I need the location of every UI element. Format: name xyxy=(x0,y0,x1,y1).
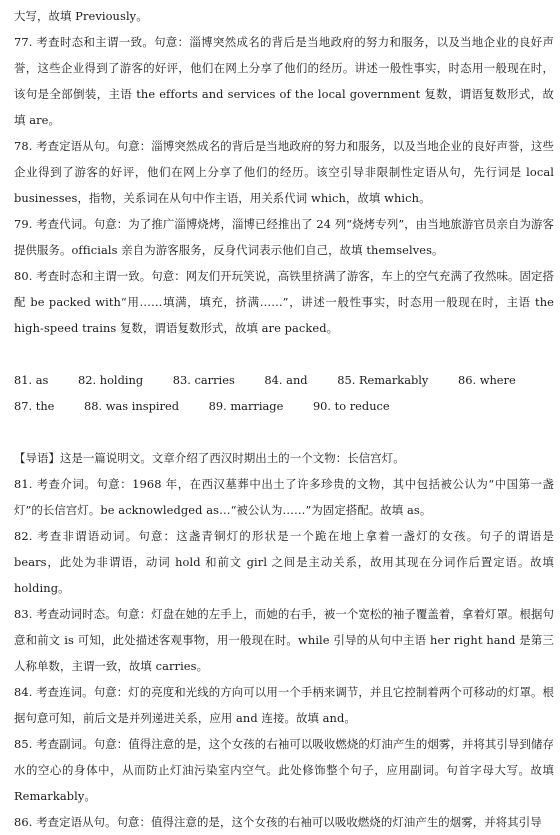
answer-89: 89. marriage xyxy=(208,399,284,413)
spacer xyxy=(14,341,554,367)
answer-90: 90. to reduce xyxy=(312,399,390,413)
explanation-84: 84. 考查连词。句意：灯的亮度和光线的方向可以用一个手柄来调节，并且它控制着两个可移动的灯罩。根据句意可知，前后文是并列递进关系，应用 and 连接。故填 and。 xyxy=(14,685,554,725)
explanation-81: 81. 考查介词。句意：1968 年，在西汉墓葬中出土了许多珍贵的文物，其中包括被公认为“中国第一盏灯”的长信宫灯。be acknowledged as…“被公认为……”为固定搭配。故填 as。 xyxy=(14,477,554,517)
answer-85: 85. Remarkably xyxy=(337,373,429,387)
answer-84: 84. and xyxy=(264,373,308,387)
explanation-78: 78. 考查定语从句。句意：淄博突然成名的背后是当地政府的努力和服务，以及当地企业的良好声誉，这些企业得到了游客的好评，他们在网上分享了他们的经历。该空引导非限制性定语从句，先行词是 local businesses，指物，关系词在从句中作主语，用关系代词 which，故填 which。 xyxy=(14,139,554,205)
explanation-85: 85. 考查副词。句意：值得注意的是，这个女孩的右袖可以吸收燃烧的灯油产生的烟雾，并将其引导到储存水的空心的身体中，从而防止灯油污染室内空气。此处修饰整个句子，应用副词。句首字母大写。故填 Remarkably。 xyxy=(14,737,554,803)
answer-82: 82. holding xyxy=(78,373,144,387)
explanation-79: 79. 考查代词。句意：为了推广淄博烧烤，淄博已经推出了 24 列“烧烤专列”，由当地旅游官员亲自为游客提供服务。officials 亲自为游客服务，反身代词表示他们自己，故填 themselves。 xyxy=(14,217,554,257)
answer-83: 83. carries xyxy=(172,373,235,387)
explanation-83: 83. 考查动词时态。句意：灯盘在她的左手上，而她的右手，被一个宽松的袖子覆盖着，拿着灯罩。根据句意和前文 is 可知，此处描述客观事物，用一般现在时。while 引导的从句中主语 her right hand 是第三人称单数，主谓一致，故填 carries。 xyxy=(14,607,554,673)
explanation-77: 77. 考查时态和主谓一致。句意：淄博突然成名的背后是当地政府的努力和服务，以及当地企业的良好声誉，这些企业得到了游客的好评，他们在网上分享了他们的经历。讲述一般性事实，时态用一般现在时，该句是全部倒装，主语 the efforts and services of the local government 复数，谓语复数形式，故填 are。 xyxy=(14,35,554,127)
answer-86: 86. where xyxy=(457,373,516,387)
answer-87: 87. the xyxy=(14,399,55,413)
explanation-80: 80. 考查时态和主谓一致。句意：网友们开玩笑说，高铁里挤满了游客，车上的空气充满了孜然味。固定搭配 be packed with“用……填满，填充，挤满……”，讲述一般性事实，时态用一般现在时，主语 the high-speed trains 复数，谓语复数形式，故填 are packed。 xyxy=(14,269,554,335)
explanation-82: 82. 考查非谓语动词。句意：这盏青铜灯的形状是一个跪在地上拿着一盏灯的女孩。句子的谓语是 bears，此处为非谓语，动词 hold 和前文 girl 之间是主动关系，故用其现在分词作后置定语。故填 holding。 xyxy=(14,529,554,595)
explanation-86: 86. 考查定语从句。句意：值得注意的是，这个女孩的右袖可以吸收燃烧的灯油产生的烟雾，并将其引导 xyxy=(14,815,542,829)
answer-88: 88. was inspired xyxy=(84,399,179,413)
answer-81: 81. as xyxy=(14,373,49,387)
passage-guide: 【导语】这是一篇说明文。文章介绍了西汉时期出土的一个文物：长信宫灯。 xyxy=(14,451,405,465)
spacer xyxy=(14,419,554,445)
answer-key xyxy=(14,367,554,419)
intro-tail-line: 大写，故填 Previously。 xyxy=(14,9,148,23)
